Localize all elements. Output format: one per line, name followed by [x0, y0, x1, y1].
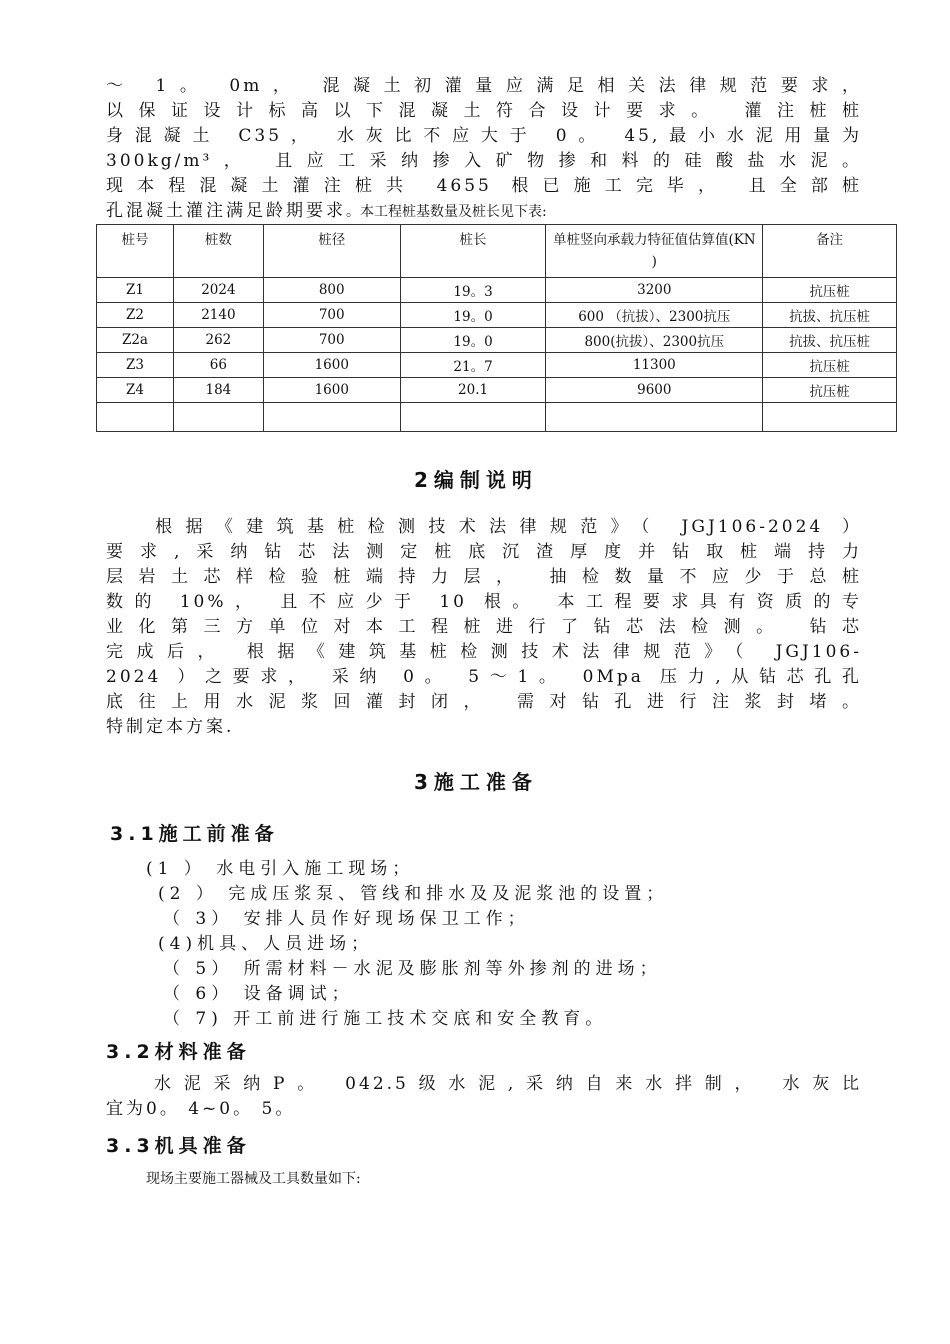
- intro-paragraph: [106, 74, 862, 225]
- materials-line: 宜为0。 4~0。 5。: [106, 1099, 296, 1119]
- subsection-3-2-title: 3.2材料准备: [106, 1041, 251, 1063]
- table-cell: 184: [173, 378, 263, 403]
- intro-line: ～ 1。 0m， 混凝土初灌量应满足相关法律规范要求，: [106, 76, 862, 96]
- header-cell: 桩号: [97, 225, 174, 278]
- section-2-line: 2024 ）之要求， 采纳 0。 5～1。 0Mpa 压力,从钻芯孔孔: [106, 667, 862, 687]
- subsection-3-3-title: 3.3机具准备: [106, 1135, 251, 1157]
- table-cell: [400, 403, 546, 432]
- table-row: [97, 303, 897, 328]
- table-cell: 1600: [263, 378, 400, 403]
- section-2-line: 业化第三方单位对本工程桩进行了钻芯法检测。 钻芯: [106, 617, 862, 637]
- table-cell: Z3: [97, 353, 174, 378]
- table-cell: [763, 403, 897, 432]
- section-2-paragraph: [106, 515, 862, 740]
- table-cell: 抗拔、抗压桩: [763, 328, 897, 353]
- table-cell: 700: [263, 328, 400, 353]
- table-cell: 2140: [173, 303, 263, 328]
- table-cell: 1600: [263, 353, 400, 378]
- table-cell: 800: [263, 278, 400, 303]
- table-cell: 800(抗拔）、2300抗压: [546, 328, 763, 353]
- equipment-intro: 现场主要施工器械及工具数量如下:: [146, 1171, 361, 1187]
- prep-item: （ 7) 开工前进行施工技术交底和安全教育。: [163, 1009, 608, 1029]
- section-2-line: 数的 10%， 且不应少于 10 根。 本工程要求具有资质的专: [106, 592, 862, 612]
- table-cell: 抗压桩: [763, 353, 897, 378]
- table-cell: [173, 403, 263, 432]
- table-cell: 11300: [546, 353, 763, 378]
- table-cell: 2024: [173, 278, 263, 303]
- table-cell: [97, 403, 174, 432]
- table-cell: Z2: [97, 303, 174, 328]
- table-row: [97, 353, 897, 378]
- section-3-title: 3施工准备: [414, 770, 538, 794]
- table-row: [97, 278, 897, 303]
- prep-item: （ 3） 安排人员作好现场保卫工作；: [163, 909, 530, 929]
- table-cell: 66: [173, 353, 263, 378]
- section-2-line: 层岩土芯样检验桩端持力层， 抽检数量不应少于总桩: [106, 567, 862, 587]
- table-cell: 600 （抗拔）、2300抗压: [546, 303, 763, 328]
- table-cell: [546, 403, 763, 432]
- intro-last-line: 孔混凝土灌注满足龄期要求: [106, 201, 346, 221]
- table-row-empty: [97, 403, 897, 432]
- header-cell: 备注: [763, 225, 897, 278]
- table-cell: 21。7: [400, 353, 546, 378]
- table-cell: 19。0: [400, 328, 546, 353]
- section-2-line: 特制定本方案.: [106, 717, 235, 737]
- header-cell: 桩长: [400, 225, 546, 278]
- header-cell: 桩径: [263, 225, 400, 278]
- table-row: [97, 378, 897, 403]
- intro-line: [106, 199, 862, 225]
- header-cell: 单桩竖向承载力特征值估算值(KN ): [546, 225, 763, 278]
- table-cell: 抗拔、抗压桩: [763, 303, 897, 328]
- table-cell: 9600: [546, 378, 763, 403]
- table-cell: 19。0: [400, 303, 546, 328]
- intro-line: 现本程混凝土灌注桩共 4655 根已施工完毕， 且全部桩: [106, 176, 862, 196]
- table-cell: Z4: [97, 378, 174, 403]
- prep-item: (2 ） 完成压浆泵、管线和排水及及泥浆池的设置；: [158, 884, 669, 904]
- table-cell: [263, 403, 400, 432]
- materials-line: 水泥采纳P。 042.5级水泥,采纳自来水拌制， 水灰比: [106, 1074, 862, 1094]
- prep-item: （ 6） 设备调试；: [163, 984, 354, 1004]
- table-row: [97, 328, 897, 353]
- prep-item: （ 5） 所需材料－水泥及膨胀剂等外掺剂的进场；: [163, 959, 662, 979]
- section-2-line: 要求,采纳钻芯法测定桩底沉渣厚度并钻取桩端持力: [106, 542, 862, 562]
- intro-line: 身混凝土 C35， 水灰比不应大于 0。 45,最小水泥用量为: [106, 126, 862, 146]
- table-cell: Z2a: [97, 328, 174, 353]
- table-caption: 。本工程桩基数量及桩长见下表:: [346, 204, 547, 220]
- table-cell: 3200: [546, 278, 763, 303]
- table-cell: 262: [173, 328, 263, 353]
- section-2-line: 底往上用水泥浆回灌封闭， 需对钻孔进行注浆封堵。: [106, 692, 862, 712]
- subsection-3-1-title: 3.1施工前准备: [110, 823, 279, 845]
- intro-line: 300kg/m³， 且应工采纳掺入矿物掺和料的硅酸盐水泥。: [106, 151, 862, 171]
- intro-line: 以保证设计标高以下混凝土符合设计要求。 灌注桩桩: [106, 101, 862, 121]
- prep-item: (1 ） 水电引入施工现场；: [146, 859, 415, 879]
- table-cell: 抗压桩: [763, 278, 897, 303]
- table-cell: 700: [263, 303, 400, 328]
- table-cell: 抗压桩: [763, 378, 897, 403]
- header-cell: 桩数: [173, 225, 263, 278]
- section-2-line: 根据《建筑基桩检测技术法律规范》（ JGJ106-2024 ）: [106, 517, 862, 537]
- materials-paragraph: [106, 1072, 862, 1122]
- table-header-row: [97, 225, 897, 278]
- pile-table: [96, 224, 897, 432]
- section-2-line: 完成后， 根据《建筑基桩检测技术法律规范》（ JGJ106-: [106, 642, 862, 662]
- table-cell: 19。3: [400, 278, 546, 303]
- table-cell: 20.1: [400, 378, 546, 403]
- table-cell: Z1: [97, 278, 174, 303]
- prep-item: (4)机具、人员进场；: [158, 934, 374, 954]
- section-2-title: 2编制说明: [414, 468, 538, 492]
